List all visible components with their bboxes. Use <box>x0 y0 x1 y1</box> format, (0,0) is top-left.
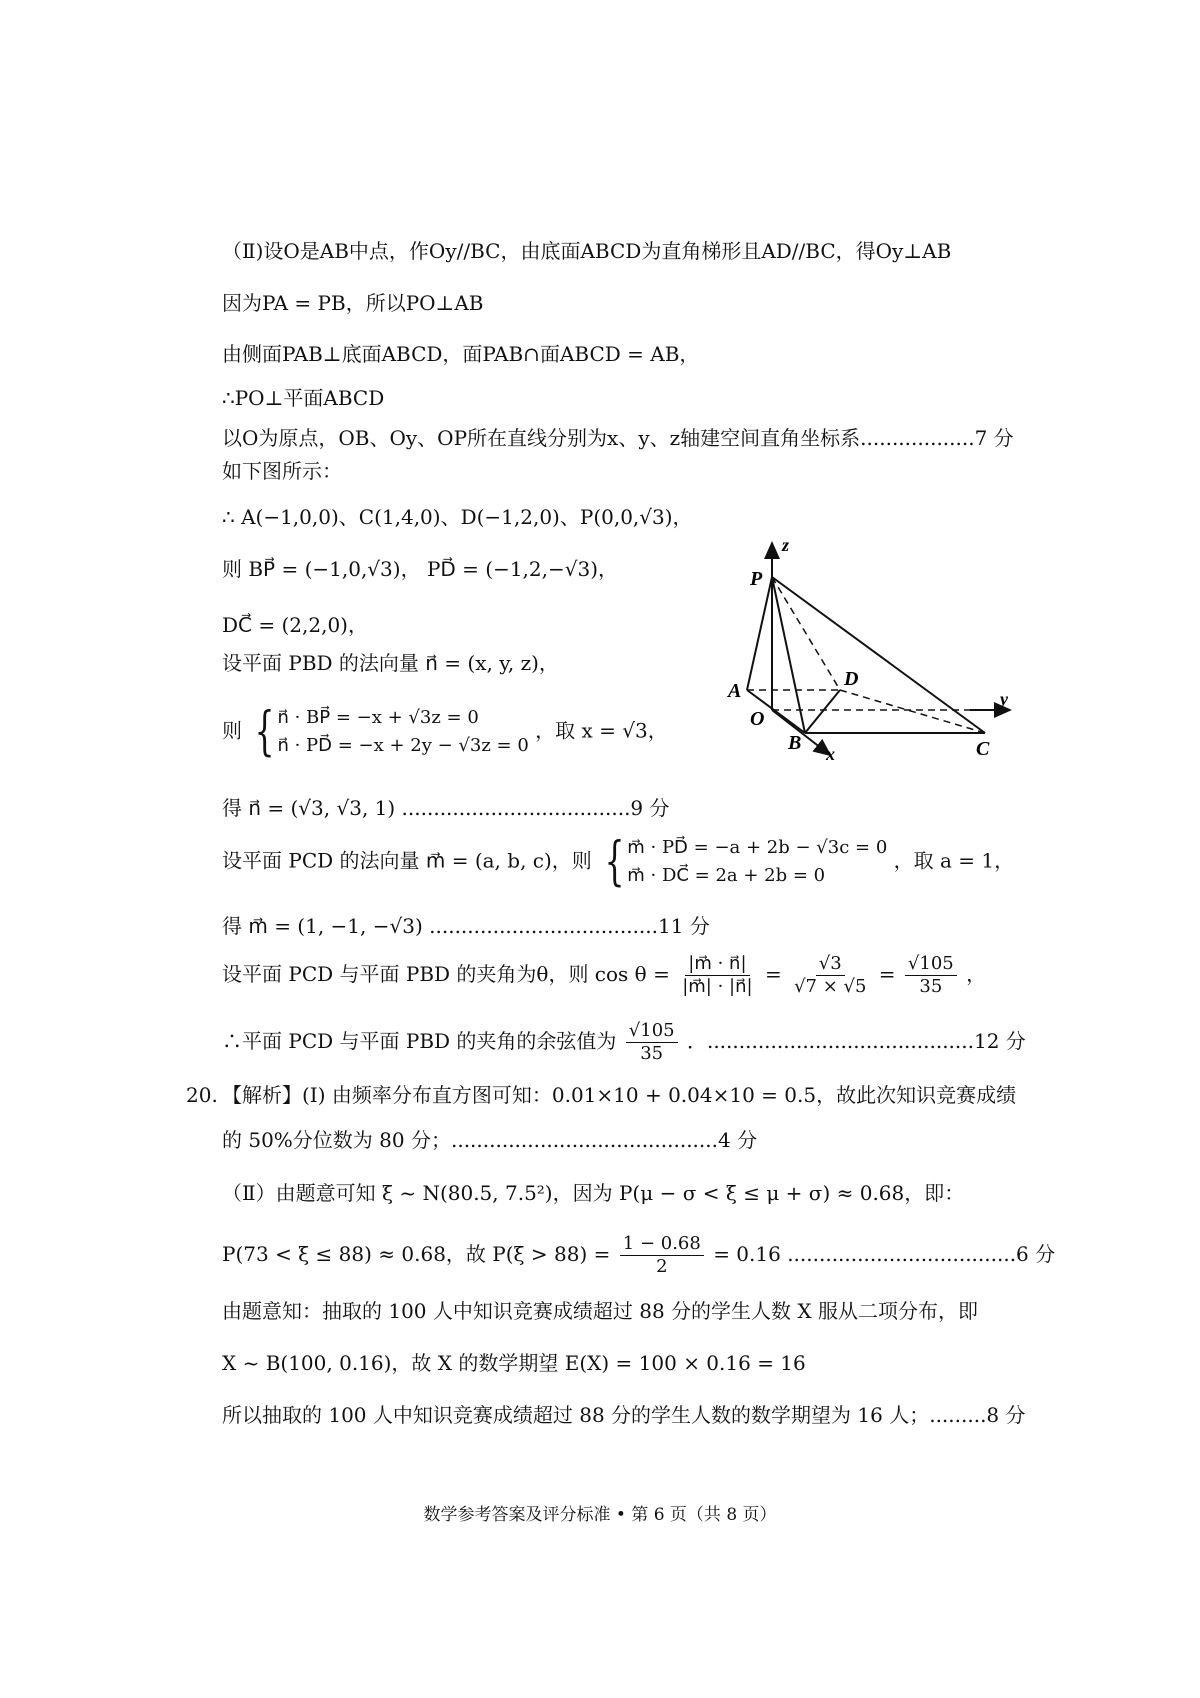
equation-2: n⃗ · PD⃗ = −x + 2y − √3z = 0 <box>277 735 529 756</box>
numerator: |m⃗ · n⃗| <box>685 953 749 976</box>
equation-1: m⃗ · PD⃗ = −a + 2b − √3c = 0 <box>627 837 888 858</box>
line-cosine-conclusion <box>222 1020 1026 1065</box>
line-system-pcd <box>222 834 1014 890</box>
line-q20-answer: 所以抽取的 100 人中知识竞赛成绩超过 88 分的学生人数的数学期望为 16 人；.........8 分 <box>222 1403 1026 1427</box>
edge-pd <box>772 577 840 690</box>
denominator: √7 × √5 <box>794 976 867 997</box>
line-q20-median: 的 50%分位数为 80 分；..........................................4 分 <box>222 1128 758 1152</box>
equation-system-pcd <box>598 834 887 890</box>
label-d: D <box>844 668 859 690</box>
line-coordinate-system: 以O为原点，OB、Oy、OP所在直线分别为x、y、z轴建空间直角坐标系..................7 分 <box>222 426 1014 450</box>
left-brace: { <box>604 832 625 892</box>
line-normal-n-result: 得 n⃗ = (√3, √3, 1) ....................................9 分 <box>222 796 670 820</box>
label-o: O <box>750 708 765 730</box>
line-q20-expectation: X ~ B(100, 0.16)，故 X 的数学期望 E(X) = 100 × 0.16 = 16 <box>222 1351 806 1375</box>
probability-prefix: P(73 < ξ ≤ 88) ≈ 0.68，故 P(ξ > 88) = <box>222 1242 611 1266</box>
cosine-prefix: 设平面 PCD 与平面 PBD 的夹角为θ，则 cos θ = <box>222 962 670 986</box>
label-c: C <box>976 738 990 760</box>
fraction-probability <box>620 1233 704 1278</box>
label-x: x <box>826 744 835 760</box>
edge-bd <box>805 690 840 733</box>
page-footer: 数学参考答案及评分标准 • 第 6 页（共 8 页） <box>423 1505 777 1525</box>
fraction-sqrt105-over-35 <box>905 953 957 998</box>
probability-suffix: = 0.16 ....................................6 分 <box>713 1242 1056 1266</box>
edge-pc <box>772 577 985 733</box>
label-z: z <box>782 535 790 555</box>
numerator: √3 <box>816 953 845 976</box>
line-vectors-bp-pd: 则 BP⃗ = (−1,0,√3)， PD⃗ = (−1,2,−√3)， <box>222 557 619 581</box>
line-normal-m-result: 得 m⃗ = (1, −1, −√3) ....................................11 分 <box>222 914 710 938</box>
label-b: B <box>788 732 802 754</box>
denominator: 35 <box>640 1043 664 1064</box>
edge-pa <box>747 577 772 690</box>
denominator: 2 <box>656 1256 668 1277</box>
fraction-dot-over-norms <box>679 953 755 998</box>
pyramid-coordinate-figure <box>720 535 1020 760</box>
line-q20-normal: （Ⅱ）由题意可知 ξ ~ N(80.5, 7.5²)，因为 P(μ − σ < ξ ≤ μ + σ) ≈ 0.68，即： <box>222 1181 965 1205</box>
denominator: 35 <box>919 976 943 997</box>
line-q20-part1: 【解析】(Ⅰ) 由频率分布直方图可知：0.01×10 + 0.04×10 = 0.5，故此次知识竞赛成绩 <box>222 1083 1017 1107</box>
line-q20-binomial: 由题意知：抽取的 100 人中知识竞赛成绩超过 88 分的学生人数 X 服从二项分布，即 <box>222 1299 979 1323</box>
system-suffix: ，取 a = 1， <box>893 848 1015 873</box>
line-cosine <box>222 953 986 998</box>
left-brace: { <box>254 702 275 762</box>
label-a: A <box>728 680 742 702</box>
line-points: ∴ A(−1,0,0)、C(1,4,0)、D(−1,2,0)、P(0,0,√3)， <box>222 505 693 529</box>
line-side-face: 由侧面PAB⊥底面ABCD，面PAB∩面ABCD = AB， <box>222 342 700 366</box>
fraction-sqrt3-over-product <box>791 953 869 998</box>
system-suffix: ，取 x = √3， <box>535 718 668 743</box>
line-normal-pbd: 设平面 PBD 的法向量 n⃗ = (x, y, z)， <box>222 651 559 675</box>
numerator: 1 − 0.68 <box>620 1233 704 1256</box>
equals-sign: = <box>764 962 782 986</box>
line-po-perp: ∴PO⊥平面ABCD <box>222 386 385 410</box>
conclusion-suffix: ．..........................................12 分 <box>686 1029 1026 1053</box>
numerator: √105 <box>626 1020 678 1043</box>
line-vector-dc: DC⃗ = (2,2,0)， <box>222 613 368 637</box>
system-prefix: 则 <box>222 718 242 743</box>
conclusion-prefix: ∴平面 PCD 与平面 PBD 的夹角的余弦值为 <box>222 1029 617 1053</box>
line-as-shown: 如下图所示： <box>222 459 342 483</box>
system-prefix: 设平面 PCD 的法向量 m⃗ = (a, b, c)，则 <box>222 848 592 873</box>
line-system-pbd <box>222 704 668 760</box>
cosine-suffix: ， <box>966 962 987 986</box>
question-number-20: 20. <box>186 1083 218 1107</box>
line-part2-intro: （Ⅱ)设O是AB中点，作Oy//BC，由底面ABCD为直角梯形且AD//BC，得Oy⊥AB <box>222 239 952 263</box>
equation-1: n⃗ · BP⃗ = −x + √3z = 0 <box>277 707 479 728</box>
label-y: y <box>1000 689 1008 709</box>
numerator: √105 <box>905 953 957 976</box>
line-q20-probability <box>222 1233 1055 1278</box>
equals-sign: = <box>878 962 896 986</box>
equation-system-pbd <box>248 704 528 760</box>
fraction-sqrt105-over-35 <box>626 1020 678 1065</box>
label-p: P <box>750 568 763 590</box>
denominator: |m⃗| · |n⃗| <box>682 976 753 997</box>
equation-2: m⃗ · DC⃗ = 2a + 2b = 0 <box>627 865 826 886</box>
edge-dc <box>840 690 985 733</box>
line-pa-pb: 因为PA = PB，所以PO⊥AB <box>222 291 484 315</box>
